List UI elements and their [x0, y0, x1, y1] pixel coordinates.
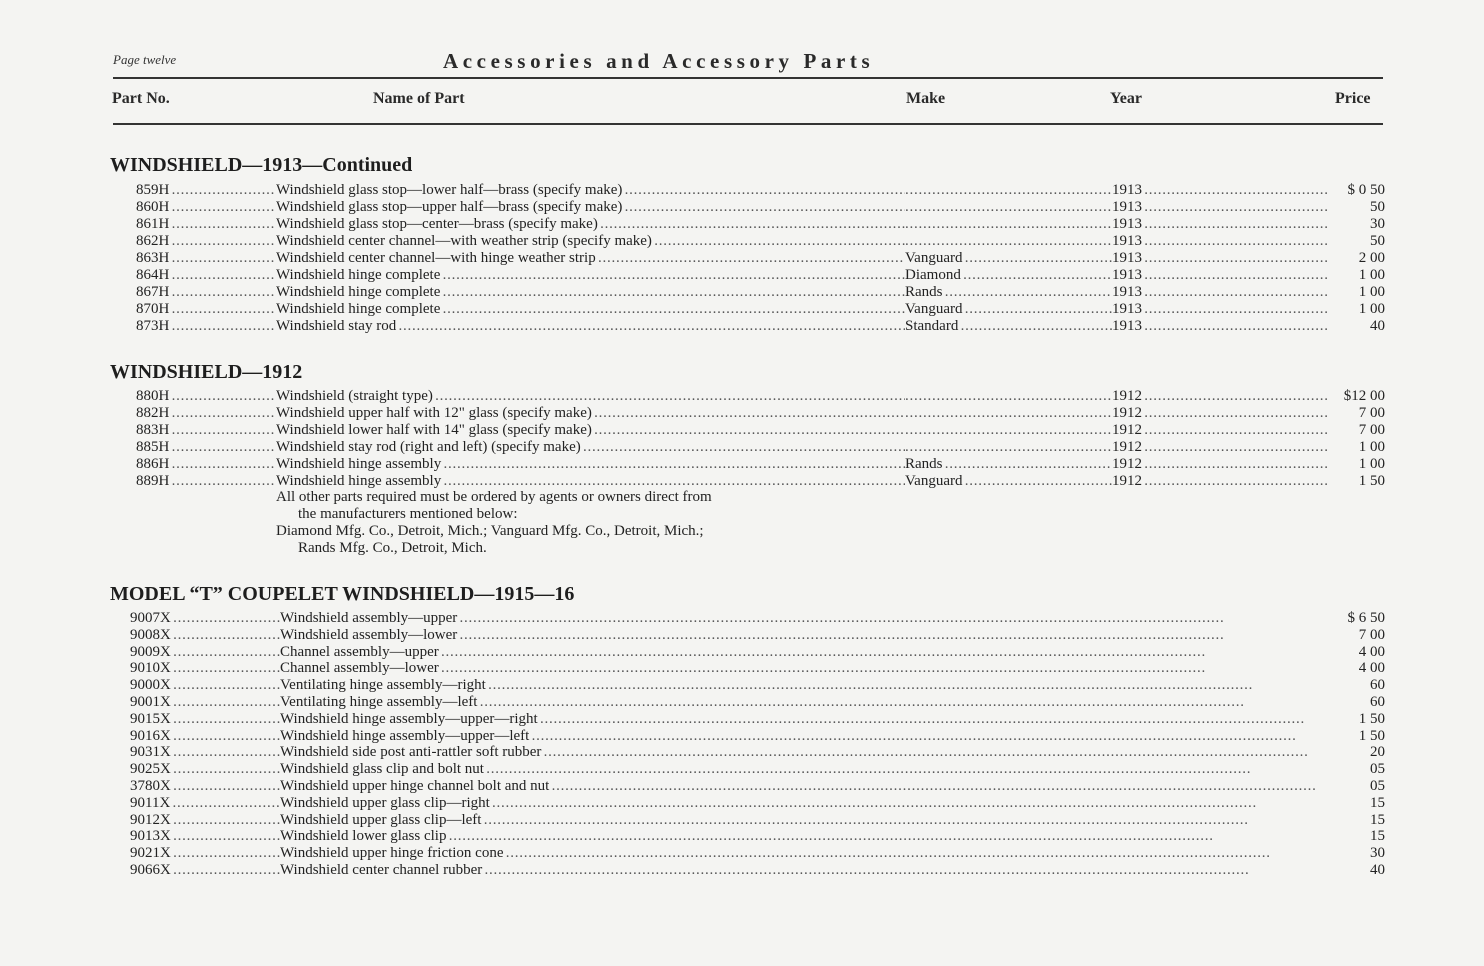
- part-name: Windshield hinge complete . . .: [276, 267, 905, 284]
- part-price: 20: [1370, 744, 1385, 761]
- part-price: 7 00: [1358, 422, 1385, 438]
- part-year: 1913 . . .: [1112, 182, 1328, 199]
- part-make: Rands . . .: [905, 456, 1112, 473]
- part-number: 9011X . . .: [130, 795, 280, 812]
- part-number: 889H . . .: [136, 473, 276, 490]
- table-row: [0, 216, 1484, 233]
- part-name: Windshield upper hinge channel bolt and nut . . .: [280, 778, 1328, 795]
- table-row: [0, 627, 1484, 644]
- part-year: 1912 . . .: [1112, 422, 1328, 439]
- part-name: Windshield (straight type) . . .: [276, 388, 905, 405]
- part-number: 9000X . . .: [130, 677, 280, 694]
- part-price: 15: [1370, 794, 1385, 811]
- header-rule: [113, 77, 1383, 79]
- part-number: 873H . . .: [136, 318, 276, 335]
- page-title: Accessories and Accessory Parts: [443, 49, 875, 73]
- part-number: 886H . . .: [136, 456, 276, 473]
- part-make: Diamond . . .: [905, 267, 1112, 284]
- table-row: [0, 250, 1484, 267]
- part-year: 1913 . . .: [1112, 199, 1328, 216]
- part-price: 1 00: [1358, 284, 1385, 300]
- part-price: 1 00: [1358, 439, 1385, 455]
- part-name: Windshield hinge complete . . .: [276, 284, 905, 301]
- part-price: 4 00: [1358, 660, 1385, 677]
- part-price: 1 00: [1358, 301, 1385, 317]
- part-make: Vanguard . . .: [905, 301, 1112, 318]
- table-row: [0, 660, 1484, 677]
- note-line: Diamond Mfg. Co., Detroit, Mich.; Vanguard Mfg. Co., Detroit, Mich.;: [276, 523, 704, 539]
- column-header-year: Year: [1110, 90, 1142, 107]
- part-price: 05: [1370, 777, 1385, 794]
- part-name: Windshield assembly—lower . . .: [280, 627, 1328, 644]
- part-number: 9008X . . .: [130, 627, 280, 644]
- table-row: [0, 812, 1484, 829]
- part-name: Windshield hinge complete . . .: [276, 301, 905, 318]
- part-name: Windshield center channel—with weather strip (specify make) . . .: [276, 233, 905, 250]
- part-number: 9021X . . .: [130, 845, 280, 862]
- part-number: 9001X . . .: [130, 694, 280, 711]
- table-row: [0, 677, 1484, 694]
- table-row: [0, 456, 1484, 473]
- part-price: 05: [1370, 761, 1385, 778]
- part-number: 9066X . . .: [130, 862, 280, 879]
- part-number: 863H . . .: [136, 250, 276, 267]
- part-name: Ventilating hinge assembly—left . . .: [280, 694, 1328, 711]
- part-name: Windshield hinge assembly . . .: [276, 456, 905, 473]
- table-row: [0, 422, 1484, 439]
- part-price: 2 00: [1358, 250, 1385, 266]
- part-name: Windshield stay rod . . .: [276, 318, 905, 335]
- table-row: [0, 744, 1484, 761]
- table-row: [0, 728, 1484, 745]
- table-row: [0, 267, 1484, 284]
- column-header-make: Make: [906, 90, 946, 107]
- part-year: 1912 . . .: [1112, 456, 1328, 473]
- part-make: Standard . . .: [905, 318, 1112, 335]
- part-price: 1 00: [1358, 456, 1385, 472]
- part-number: 867H . . .: [136, 284, 276, 301]
- part-price: 15: [1370, 828, 1385, 845]
- part-make: [905, 182, 1112, 199]
- part-number: 860H . . .: [136, 199, 276, 216]
- part-make: [905, 388, 1112, 405]
- table-row: [0, 199, 1484, 216]
- part-price: 50: [1370, 233, 1385, 249]
- part-name: Windshield glass stop—center—brass (specify make) . . .: [276, 216, 905, 233]
- part-make: [905, 422, 1112, 439]
- part-price: 4 00: [1358, 643, 1385, 660]
- part-number: 885H . . .: [136, 439, 276, 456]
- part-name: Windshield hinge assembly—upper—left . . .: [280, 728, 1328, 745]
- part-name: Windshield upper half with 12" glass (specify make) . . .: [276, 405, 905, 422]
- table-row: [0, 845, 1484, 862]
- part-name: Windshield glass clip and bolt nut . . .: [280, 761, 1328, 778]
- section-heading: WINDSHIELD—1913—Continued: [110, 154, 413, 176]
- part-price: 40: [1370, 318, 1385, 334]
- part-name: Windshield lower glass clip . . .: [280, 828, 1328, 845]
- table-row: [0, 284, 1484, 301]
- part-name: Windshield assembly—upper . . .: [280, 610, 1328, 627]
- table-row: [0, 233, 1484, 250]
- table-row: [0, 439, 1484, 456]
- table-row: [0, 778, 1484, 795]
- part-make: [905, 216, 1112, 233]
- table-row: [0, 473, 1484, 490]
- part-number: 862H . . .: [136, 233, 276, 250]
- part-price: 1 50: [1358, 727, 1385, 744]
- part-name: Windshield lower half with 14" glass (specify make) . . .: [276, 422, 905, 439]
- section-heading: WINDSHIELD—1912: [110, 361, 303, 383]
- table-row: [0, 828, 1484, 845]
- part-year: 1913 . . .: [1112, 267, 1328, 284]
- part-price: 7 00: [1358, 405, 1385, 421]
- note-line: Rands Mfg. Co., Detroit, Mich.: [298, 540, 487, 556]
- part-number: 9016X . . .: [130, 728, 280, 745]
- part-number: 883H . . .: [136, 422, 276, 439]
- part-make: Vanguard . . .: [905, 473, 1112, 490]
- parts-list-1912: [0, 388, 1484, 490]
- table-row: [0, 644, 1484, 661]
- part-number: 9031X . . .: [130, 744, 280, 761]
- part-number: 870H . . .: [136, 301, 276, 318]
- part-number: 882H . . .: [136, 405, 276, 422]
- part-name: Windshield upper hinge friction cone . . .: [280, 845, 1328, 862]
- part-name: Windshield upper glass clip—right . . .: [280, 795, 1328, 812]
- part-name: Channel assembly—upper . . .: [280, 644, 1328, 661]
- part-price: 1 00: [1358, 267, 1385, 283]
- part-name: Windshield stay rod (right and left) (specify make) . . .: [276, 439, 905, 456]
- table-row: [0, 388, 1484, 405]
- part-number: 9007X . . .: [130, 610, 280, 627]
- table-row: [0, 301, 1484, 318]
- part-name: Channel assembly—lower . . .: [280, 660, 1328, 677]
- part-make: Rands . . .: [905, 284, 1112, 301]
- part-name: Windshield hinge assembly . . .: [276, 473, 905, 490]
- part-price: 50: [1370, 199, 1385, 215]
- part-number: 861H . . .: [136, 216, 276, 233]
- table-row: [0, 761, 1484, 778]
- part-number: 9015X . . .: [130, 711, 280, 728]
- part-price: 30: [1370, 845, 1385, 862]
- part-year: 1912 . . .: [1112, 405, 1328, 422]
- part-year: 1912 . . .: [1112, 388, 1328, 405]
- note-line: the manufacturers mentioned below:: [298, 506, 518, 522]
- column-header-price: Price: [1335, 90, 1371, 107]
- part-make: [905, 199, 1112, 216]
- column-header-rule: [113, 123, 1383, 125]
- part-number: 9009X . . .: [130, 644, 280, 661]
- part-number: 864H . . .: [136, 267, 276, 284]
- part-price: 7 00: [1358, 626, 1385, 643]
- table-row: [0, 318, 1484, 335]
- part-price: 60: [1370, 677, 1385, 694]
- part-number: 9010X . . .: [130, 660, 280, 677]
- table-row: [0, 182, 1484, 199]
- part-year: 1912 . . .: [1112, 439, 1328, 456]
- column-header-name: Name of Part: [373, 90, 465, 107]
- section-heading: MODEL “T” COUPELET WINDSHIELD—1915—16: [110, 583, 575, 605]
- part-price: 30: [1370, 216, 1385, 232]
- part-year: 1913 . . .: [1112, 216, 1328, 233]
- part-price: 1 50: [1358, 710, 1385, 727]
- parts-list-coupelet: [0, 610, 1484, 879]
- part-year: 1913 . . .: [1112, 233, 1328, 250]
- part-year: 1913 . . .: [1112, 318, 1328, 335]
- part-name: Windshield center channel rubber . . .: [280, 862, 1328, 879]
- parts-list-1913: [0, 182, 1484, 335]
- part-name: Ventilating hinge assembly—right . . .: [280, 677, 1328, 694]
- part-name: Windshield hinge assembly—upper—right . . .: [280, 711, 1328, 728]
- part-make: [905, 439, 1112, 456]
- part-make: [905, 405, 1112, 422]
- note-line: All other parts required must be ordered by agents or owners direct from: [276, 489, 712, 505]
- part-number: 3780X . . .: [130, 778, 280, 795]
- part-price: 1 50: [1358, 473, 1385, 489]
- part-price: 60: [1370, 693, 1385, 710]
- part-price: 15: [1370, 811, 1385, 828]
- part-name: Windshield side post anti-rattler soft rubber . . .: [280, 744, 1328, 761]
- part-number: 9013X . . .: [130, 828, 280, 845]
- table-row: [0, 711, 1484, 728]
- table-row: [0, 610, 1484, 627]
- part-price: $12 00: [1343, 388, 1385, 404]
- part-year: 1912 . . .: [1112, 473, 1328, 490]
- part-name: Windshield upper glass clip—left . . .: [280, 812, 1328, 829]
- part-price: $ 0 50: [1347, 182, 1385, 198]
- part-make: [905, 233, 1112, 250]
- part-year: 1913 . . .: [1112, 301, 1328, 318]
- part-number: 9025X . . .: [130, 761, 280, 778]
- column-header-part-no: Part No.: [112, 90, 170, 107]
- part-price: $ 6 50: [1347, 610, 1385, 626]
- part-year: 1913 . . .: [1112, 284, 1328, 301]
- part-price: 40: [1370, 861, 1385, 878]
- part-number: 9012X . . .: [130, 812, 280, 829]
- part-number: 880H . . .: [136, 388, 276, 405]
- part-number: 859H . . .: [136, 182, 276, 199]
- table-row: [0, 862, 1484, 879]
- table-row: [0, 405, 1484, 422]
- part-name: Windshield glass stop—upper half—brass (specify make) . . .: [276, 199, 905, 216]
- part-make: Vanguard . . .: [905, 250, 1112, 267]
- part-name: Windshield center channel—with hinge weather strip . . .: [276, 250, 905, 267]
- table-row: [0, 795, 1484, 812]
- table-row: [0, 694, 1484, 711]
- part-name: Windshield glass stop—lower half—brass (specify make) . . .: [276, 182, 905, 199]
- page-number-label: Page twelve: [113, 52, 177, 67]
- part-year: 1913 . . .: [1112, 250, 1328, 267]
